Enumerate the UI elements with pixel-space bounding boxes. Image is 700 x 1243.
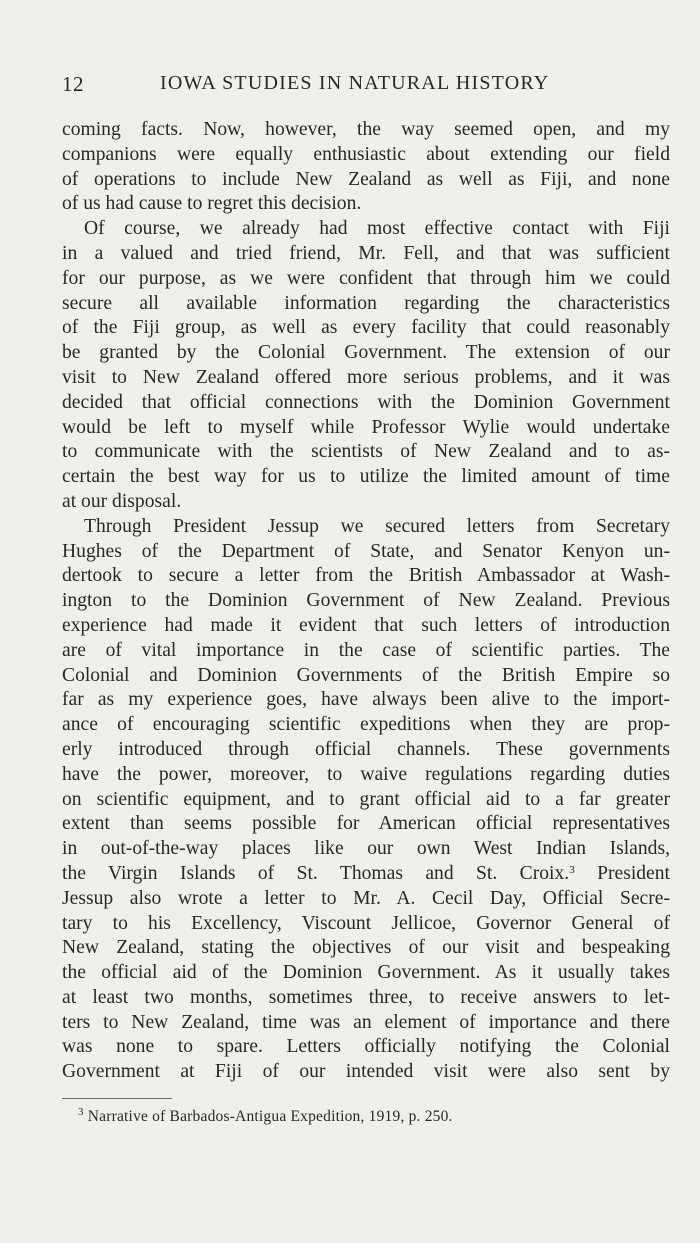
text-line: extent than seems possible for American official representatives	[62, 813, 670, 835]
footnote-marker: 3	[78, 1106, 84, 1118]
text-line: the official aid of the Dominion Government. As it usually takes	[62, 962, 670, 984]
footnote	[78, 1108, 453, 1126]
text-line: for our purpose, as we were confident that through him we could	[62, 267, 670, 289]
text-line: New Zealand, stating the objectives of our visit and bespeaking	[62, 937, 670, 959]
text-line: are of vital importance in the case of scientific parties. The	[62, 639, 670, 661]
text-line: at least two months, sometimes three, to receive answers to let-	[62, 986, 670, 1008]
text-line: experience had made it evident that such letters of introduction	[62, 614, 670, 636]
text-line: tary to his Excellency, Viscount Jellicoe, Governor General of	[62, 912, 670, 934]
footnote-text: Narrative of Barbados-Antigua Expedition, 1919, p. 250.	[83, 1108, 453, 1125]
text-line: secure all available information regarding the characteristics	[62, 292, 670, 314]
footnote-divider	[62, 1098, 172, 1099]
text-line: Of course, we already had most effective contact with Fiji	[84, 218, 670, 240]
page-header	[62, 72, 670, 102]
text-line-with-note	[62, 862, 670, 887]
text-line: on scientific equipment, and to grant official aid to a far greater	[62, 788, 670, 810]
running-head: IOWA STUDIES IN NATURAL HISTORY	[160, 72, 550, 94]
text-line: companions were equally enthusiastic about extending our field	[62, 143, 670, 165]
text-line: erly introduced through official channels. These governments	[62, 738, 670, 760]
text-line: would be left to myself while Professor Wylie would undertake	[62, 416, 670, 438]
text-line: of us had cause to regret this decision.	[62, 193, 362, 215]
text-line: to communicate with the scientists of New Zealand and to as-	[62, 441, 670, 463]
text-line: ance of encouraging scientific expeditions when they are prop-	[62, 714, 670, 736]
text-line: far as my experience goes, have always been alive to the import-	[62, 689, 670, 711]
text-line: coming facts. Now, however, the way seemed open, and my	[62, 119, 670, 140]
text-line: certain the best way for us to utilize the limited amount of time	[62, 466, 670, 488]
text-line: Government at Fiji of our intended visit were also sent by	[62, 1061, 670, 1083]
body-text	[62, 118, 670, 1085]
text-line: ington to the Dominion Government of New Zealand. Previous	[62, 590, 670, 612]
text-line: Colonial and Dominion Governments of the British Empire so	[62, 664, 670, 686]
footnote-reference[interactable]: 3	[569, 863, 575, 876]
text-line: of operations to include New Zealand as well as Fiji, and none	[62, 168, 670, 190]
text-line: decided that official connections with the Dominion Government	[62, 391, 670, 413]
line-text: the Virgin Islands of St. Thomas and St. Croix.	[62, 862, 570, 884]
text-line: be granted by the Colonial Government. The extension of our	[62, 342, 670, 364]
text-line: in out-of-the-way places like our own West Indian Islands,	[62, 838, 670, 860]
text-line: at our disposal.	[62, 490, 182, 512]
text-line: in a valued and tried friend, Mr. Fell, and that was sufficient	[62, 242, 670, 264]
text-line: visit to New Zealand offered more serious problems, and it was	[62, 366, 670, 388]
text-line: ters to New Zealand, time was an element of importance and there	[62, 1011, 670, 1033]
page-number: 12	[62, 72, 84, 96]
text-line: was none to spare. Letters officially notifying the Colonial	[62, 1036, 670, 1058]
line-tail: President	[574, 862, 670, 884]
text-line: Through President Jessup we secured letters from Secretary	[84, 515, 670, 537]
text-line: of the Fiji group, as well as every facility that could reasonably	[62, 317, 670, 339]
text-line: Jessup also wrote a letter to Mr. A. Cecil Day, Official Secre-	[62, 887, 670, 909]
text-line: have the power, moreover, to waive regulations regarding duties	[62, 763, 670, 785]
text-line: dertook to secure a letter from the British Ambassador at Wash-	[62, 565, 670, 587]
text-line: Hughes of the Department of State, and Senator Kenyon un-	[62, 540, 670, 562]
